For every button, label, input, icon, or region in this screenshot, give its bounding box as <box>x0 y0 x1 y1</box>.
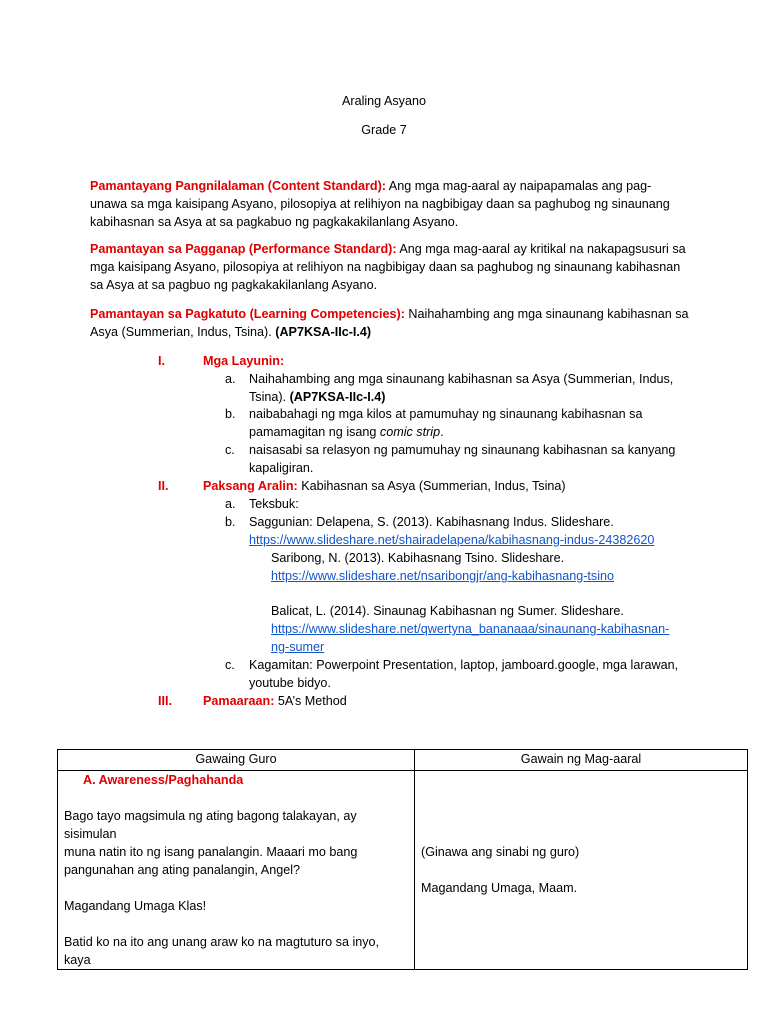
table-header-row <box>58 750 748 771</box>
section-3-title: Pamaaraan: <box>203 694 275 708</box>
reference-3-link[interactable]: https://www.slideshare.net/qwertyna_bananaaa/sinaunang-kabihasnan- ng-sumer <box>271 622 670 654</box>
teacher-activity-cell: A. Awareness/Paghahanda Bago tayo magsimula ng ating bagong talakayan, ay sisimulan muna natin ito ng isang panalangin. Maaari mo bang pangunahan ang ating panalangin, Angel? Magandang Umaga Klas! Batid ko na ito ang unang araw ko na magtuturo sa inyo, kaya <box>58 771 415 970</box>
learning-competencies: Pamantayan sa Pagkatuto (Learning Competencies): Naihahambing ang mga sinaunang kabihasnan sa Asya (Summerian, Indus, Tsina). (AP7KSA-IIc-I.4) <box>90 307 689 339</box>
content-standard: Pamantayang Pangnilalaman (Content Standard): Ang mga mag-aaral ay naipapamalas ang pag- unawa sa mga kaisipang Asyano, pilosopiya at relihiyon na nagbibigay daan sa paghubog ng sinaunang kabihasnan sa Asya at sa pagkabuo ng pagkakakilanlang Asyano. <box>90 179 670 229</box>
section-1-title: Mga Layunin: <box>203 354 285 368</box>
section-1-numeral: I. <box>158 354 165 368</box>
topic-b-letter: b. <box>225 515 236 529</box>
materials: Kagamitan: Powerpoint Presentation, laptop, jamboard.google, mga larawan, youtube bidyo. <box>249 658 679 690</box>
performance-standard: Pamantayan sa Pagganap (Performance Standard): Ang mga mag-aaral ay kritikal na nakapagsusuri sa mga kaisipang Asyano, pilosopiya at relihiyon na nagbibigay daan sa paghubog ng sinaunang kabihasnan sa Asya at sa pagbuo ng pagkakakilanlang Asyano. <box>90 242 686 292</box>
learning-competencies-label: Pamantayan sa Pagkatuto (Learning Competencies): <box>90 307 405 321</box>
content-standard-label: Pamantayang Pangnilalaman (Content Standard): <box>90 179 386 193</box>
subject-title: Araling Asyano <box>341 94 426 108</box>
topic-c-letter: c. <box>225 658 235 672</box>
section-2-heading: Paksang Aralin: Kabihasnan sa Asya (Summerian, Indus, Tsina) <box>203 479 566 493</box>
reference-1-link[interactable]: https://www.slideshare.net/shairadelapena/kabihasnang-indus-24382620 <box>249 533 655 547</box>
procedure-table <box>57 749 748 970</box>
objective-a-letter: a. <box>225 372 236 386</box>
performance-standard-label: Pamantayan sa Pagganap (Performance Standard): <box>90 242 397 256</box>
section-3-numeral: III. <box>158 694 172 708</box>
objective-b-letter: b. <box>225 407 236 421</box>
section-2-title: Paksang Aralin: <box>203 479 298 493</box>
section-3-heading: Pamaaraan: 5A’s Method <box>203 694 347 708</box>
student-activity-cell: (Ginawa ang sinabi ng guro) Magandang Umaga, Maam. <box>415 771 748 970</box>
reference-2-link[interactable]: https://www.slideshare.net/nsaribongjr/ang-kabihasnang-tsino <box>271 569 615 583</box>
reference-1: Saggunian: Delapena, S. (2013). Kabihasnang Indus. Slideshare. <box>249 515 614 529</box>
awareness-heading: A. Awareness/Paghahanda <box>83 773 244 787</box>
textbook-label: Teksbuk: <box>249 497 299 511</box>
objective-b: naibabahagi ng mga kilos at pamumuhay ng sinaunang kabihasnan sa pamamagitan ng isang comic strip. <box>249 407 643 439</box>
objective-a: Naihahambing ang mga sinaunang kabihasnan sa Asya (Summerian, Indus, Tsina). (AP7KSA-IIc-I.4) <box>249 372 674 404</box>
topic-a-letter: a. <box>225 497 236 511</box>
column-header-student: Gawain ng Mag-aaral <box>415 750 748 771</box>
table-row <box>58 771 748 970</box>
grade-label: Grade 7 <box>361 123 407 137</box>
section-2-numeral: II. <box>158 479 169 493</box>
reference-3: Balicat, L. (2014). Sinaunag Kabihasnan ng Sumer. Slideshare. <box>271 604 624 618</box>
reference-2: Saribong, N. (2013). Kabihasnang Tsino. Slideshare. <box>271 551 565 565</box>
objective-c: naisasabi sa relasyon ng pamumuhay ng sinaunang kabihasnan sa kanyang kapaligiran. <box>249 443 676 475</box>
column-header-teacher: Gawaing Guro <box>58 750 415 771</box>
objective-c-letter: c. <box>225 443 235 457</box>
competency-code: (AP7KSA-IIc-I.4) <box>275 325 372 339</box>
